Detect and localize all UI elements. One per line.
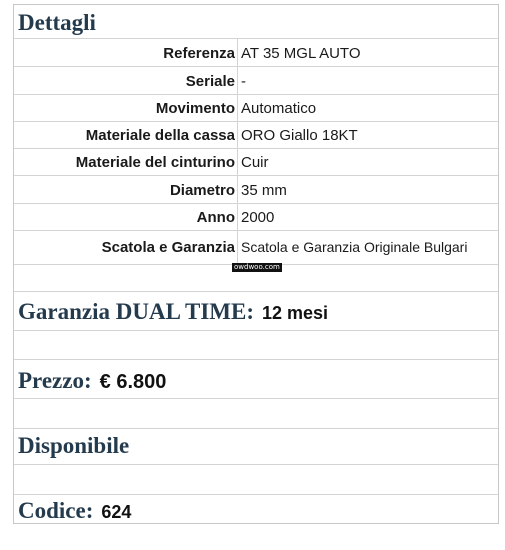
- detail-label: Diametro: [169, 182, 235, 199]
- code-heading: [18, 498, 131, 524]
- detail-row-anno: [14, 204, 498, 231]
- detail-value: AT 35 MGL AUTO: [241, 45, 361, 62]
- warranty-row: [14, 292, 498, 331]
- detail-row-seriale: [14, 67, 498, 95]
- detail-label: Referenza: [163, 45, 235, 62]
- price-heading: [18, 368, 166, 394]
- detail-value: -: [241, 73, 246, 90]
- watermark: owdwoo.com: [234, 263, 280, 271]
- warranty-value: 12 mesi: [261, 303, 329, 323]
- price-row: [14, 360, 498, 399]
- price-label: Prezzo:: [18, 368, 92, 393]
- code-row: [14, 495, 498, 523]
- details-header-row: [14, 5, 498, 39]
- detail-label: Seriale: [185, 73, 235, 90]
- column-divider: [237, 67, 238, 94]
- detail-value: ORO Giallo 18KT: [241, 127, 358, 144]
- product-details-table: [13, 4, 499, 524]
- availability-row: [14, 429, 498, 465]
- spacer-row: [14, 465, 498, 495]
- warranty-heading: [18, 299, 328, 325]
- detail-row-movimento: [14, 95, 498, 122]
- detail-value: Scatola e Garanzia Originale Bulgari: [241, 239, 468, 255]
- detail-label: Materiale del cinturino: [75, 154, 235, 171]
- detail-label: Scatola e Garanzia: [101, 239, 235, 256]
- column-divider: [237, 231, 238, 264]
- detail-label: Anno: [196, 209, 235, 226]
- details-title: Dettagli: [18, 10, 96, 35]
- detail-row-diametro: [14, 176, 498, 204]
- detail-value: Automatico: [241, 100, 317, 117]
- column-divider: [237, 176, 238, 203]
- detail-row-materiale-cassa: [14, 122, 498, 149]
- detail-row-scatola-garanzia: [14, 231, 498, 265]
- price-value: € 6.800: [99, 371, 167, 393]
- column-divider: [237, 204, 238, 230]
- detail-value: Cuir: [241, 154, 269, 171]
- detail-row-referenza: [14, 39, 498, 67]
- spacer-row: [14, 399, 498, 429]
- detail-label: Materiale della cassa: [85, 127, 235, 144]
- availability-label: Disponibile: [18, 433, 130, 458]
- warranty-label: Garanzia DUAL TIME:: [18, 299, 254, 324]
- column-divider: [237, 95, 238, 121]
- column-divider: [237, 149, 238, 175]
- detail-row-materiale-cinturino: [14, 149, 498, 176]
- spacer-row: [14, 331, 498, 360]
- detail-value: 2000: [241, 209, 275, 226]
- column-divider: [237, 122, 238, 148]
- detail-value: 35 mm: [241, 182, 287, 199]
- column-divider: [237, 39, 238, 66]
- detail-label: Movimento: [155, 100, 235, 117]
- code-label: Codice:: [18, 498, 94, 523]
- code-value: 624: [101, 502, 132, 522]
